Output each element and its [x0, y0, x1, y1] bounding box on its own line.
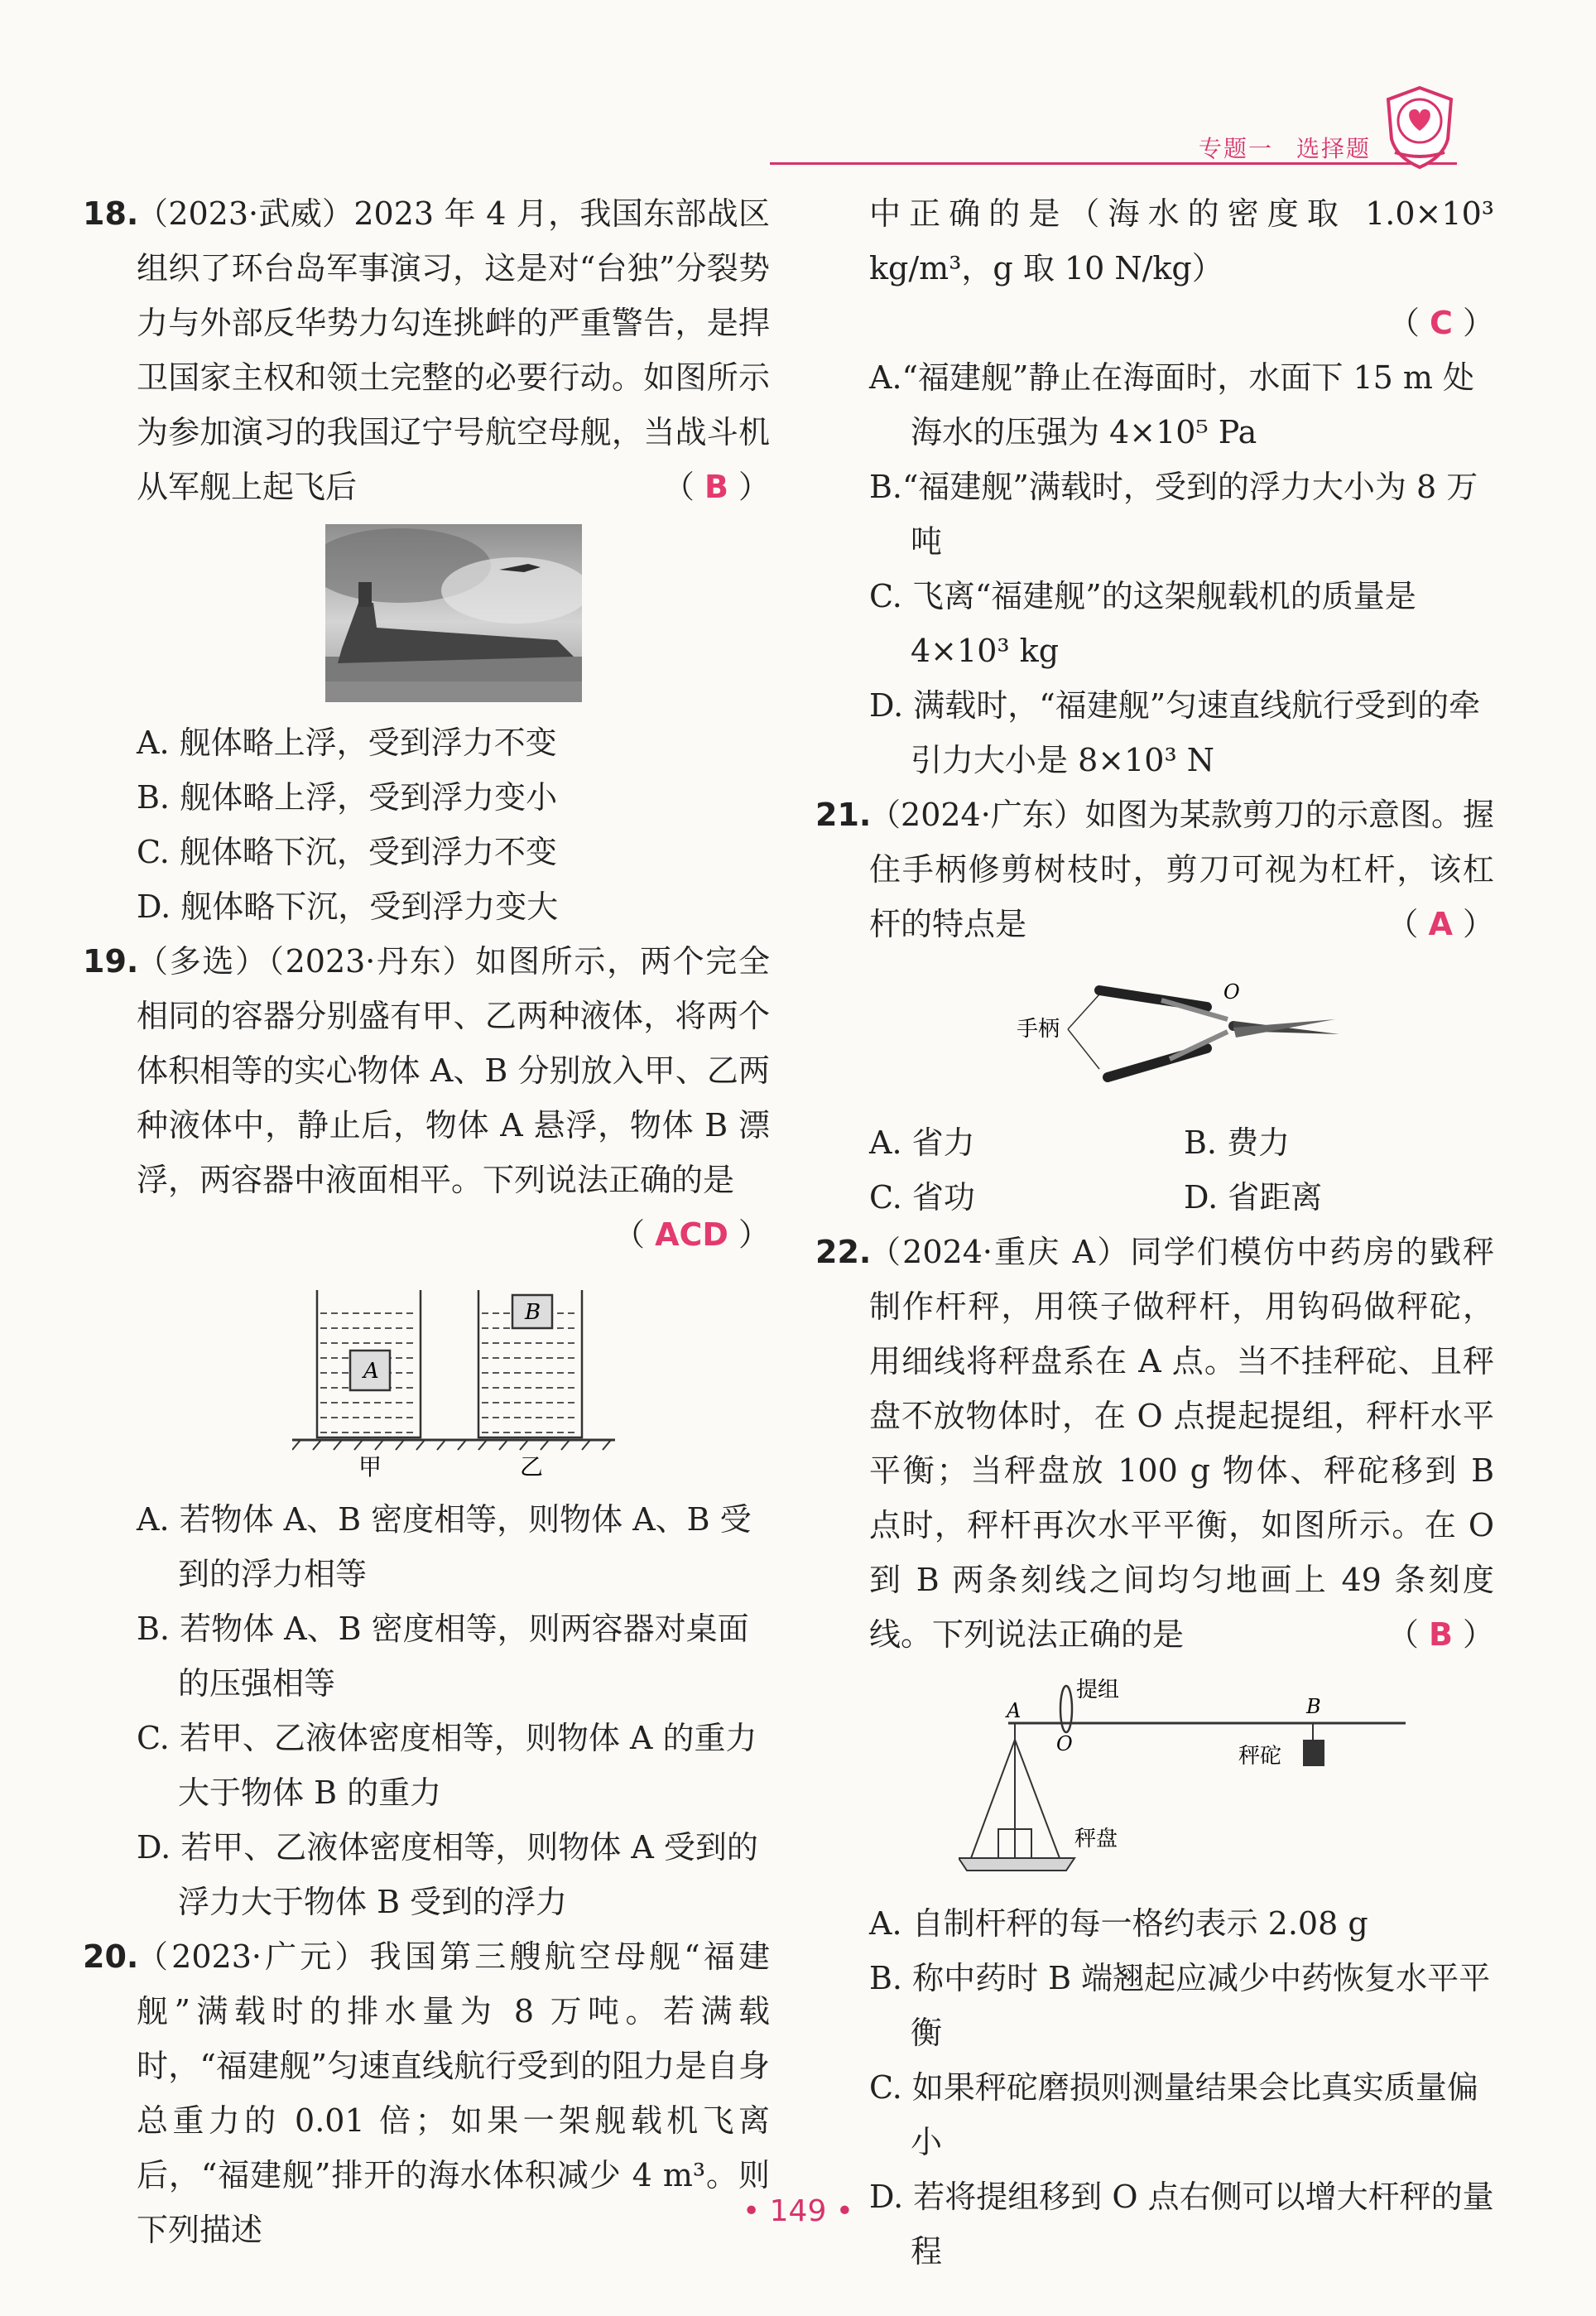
- label-chengpan: 秤盘: [1074, 1827, 1118, 1851]
- option: D. 满载时，“福建舰”匀速直线航行受到的牵引力大小是 8×10³ N: [869, 687, 1481, 778]
- label-a: A: [363, 1359, 379, 1384]
- label-b: B: [524, 1300, 541, 1325]
- question-stem: [869, 787, 1494, 951]
- label-a: A: [1006, 1699, 1021, 1722]
- lifting-cord: [1060, 1686, 1072, 1732]
- counterweight: [1303, 1740, 1324, 1766]
- question-stem-continued: [869, 186, 1494, 296]
- option: B. 费力: [1184, 1124, 1291, 1161]
- options-grid: [869, 1115, 1494, 1225]
- option: C. 飞离“福建舰”的这架舰载机的质量是 4×10³ kg: [869, 578, 1416, 669]
- stem-text: （2024·重庆 A）同学们模仿中药房的戥秤制作杆秤，用筷子做秤杆，用钩码做秤砣，用细线将秤盘系在 A 点。当不挂秤砣、且秤盘不放物体时，在 O 点提起提组，秤杆水平平衡；当秤盘放 100 g 物体、秤砣移到 B 点时，秤杆再次水平平衡，如图所示。在 O 到 B 两条刻线之间均匀地画上 49 条刻度线。下列说法正确的是: [869, 1234, 1494, 1653]
- label-tizu: 提组: [1075, 1678, 1119, 1702]
- question-number: 22.: [815, 1234, 872, 1270]
- option: A. 若物体 A、B 密度相等，则物体 A、B 受到的浮力相等: [137, 1501, 752, 1592]
- answer-value: C: [1430, 305, 1453, 341]
- question-stem: （2023·广元）我国第三艘航空母舰“福建舰”满载时的排水量为 8 万吨。若满载时，“福建舰”匀速直线航行受到的阻力是自身总重力的 0.01 倍；如果一架舰载机飞离后，“福建舰”排开的海水体积减少 4 m³。则下列描述: [137, 1938, 770, 2248]
- label-chengtuo: 秤砣: [1238, 1744, 1281, 1769]
- label-o: O: [1223, 980, 1240, 1004]
- publisher-logo-icon: [1378, 81, 1461, 172]
- stem-text: （2023·武威）2023 年 4 月，我国东部战区组织了环台岛军事演习，这是对“台独”分裂势力与外部反华势力勾连挑衅的严重警告，是捍卫国家主权和领土完整的必要行动。如图所示为参加演习的我国辽宁号航空母舰，当战斗机从军舰上起飞后: [137, 195, 770, 505]
- answer-badge: （ B ）: [662, 469, 770, 505]
- aircraft-carrier-photo: [325, 524, 582, 702]
- label-handle: 手柄: [1016, 1017, 1060, 1042]
- stem-text: 中正确的是（海水的密度取 1.0×10³ kg/m³，g 取 10 N/kg）: [869, 195, 1494, 286]
- stem-text: （2024·广东）如图为某款剪刀的示意图。握住手柄修剪树枝时，剪刀可视为杠杆，该杠杆的特点是: [869, 797, 1494, 942]
- answer-value: B: [704, 469, 728, 505]
- question-number: 19.: [83, 943, 139, 980]
- question-number: 18.: [83, 195, 139, 232]
- answer-badge: （ A ）: [1387, 906, 1494, 942]
- option: B. 若物体 A、B 密度相等，则两容器对桌面的压强相等: [137, 1611, 749, 1702]
- steelyard-figure: [959, 1672, 1406, 1883]
- option: B. 舰体略上浮，受到浮力变小: [137, 779, 558, 816]
- option: A.“福建舰”静止在海面时，水面下 15 m 处海水的压强为 4×10⁵ Pa: [869, 359, 1475, 450]
- shears-figure: [1017, 961, 1348, 1102]
- question-22: [815, 1225, 1494, 2279]
- page-number: • 149 •: [742, 2194, 854, 2228]
- option: B. 称中药时 B 端翘起应减少中药恢复水平平衡: [869, 1960, 1491, 2051]
- answer-value: B: [1428, 1616, 1453, 1653]
- label-yi: 乙: [519, 1453, 543, 1479]
- header-topic: 专题一: [1199, 135, 1274, 162]
- question-stem: [137, 186, 770, 514]
- answer-badge: （ ACD ）: [613, 1216, 770, 1253]
- label-o: O: [1055, 1732, 1073, 1755]
- right-column: [815, 186, 1494, 2279]
- question-19: [83, 934, 770, 1929]
- question-stem: [869, 1225, 1494, 1662]
- option: C. 如果秤砣磨损则测量结果会比真实质量偏小: [869, 2069, 1478, 2160]
- option: C. 若甲、乙液体密度相等，则物体 A 的重力大于物体 B 的重力: [137, 1720, 757, 1811]
- answer-value: ACD: [655, 1216, 728, 1253]
- option: D. 舰体略下沉，受到浮力变大: [137, 888, 559, 925]
- option: C. 省功: [869, 1179, 975, 1216]
- stem-text: （多选）（2023·丹东）如图所示，两个完全相同的容器分别盛有甲、乙两种液体，将两个体积相等的实心物体 A、B 分别放入甲、乙两种液体中，静止后，物体 A 悬浮，物体 B 漂浮，两容器中液面相平。下列说法正确的是: [137, 943, 770, 1198]
- question-number: 20.: [83, 1938, 139, 1975]
- page-header: [1199, 131, 1394, 164]
- question-21: [815, 787, 1494, 1225]
- scale-pan: [959, 1858, 1074, 1871]
- option: B.“福建舰”满载时，受到的浮力大小为 8 万吨: [869, 469, 1478, 560]
- label-jia: 甲: [358, 1453, 382, 1479]
- option: D. 省距离: [1184, 1179, 1323, 1216]
- answer-row: [869, 296, 1494, 350]
- answer-row: [137, 1207, 770, 1262]
- option: C. 舰体略下沉，受到浮力不变: [137, 834, 557, 870]
- option: A. 省力: [869, 1124, 975, 1161]
- option: D. 若将提组移到 O 点右侧可以增大杆秤的量程: [869, 2179, 1494, 2270]
- label-b: B: [1305, 1695, 1321, 1718]
- question-20-continued: [815, 186, 1494, 787]
- answer-value: A: [1428, 906, 1453, 942]
- option: A. 舰体略上浮，受到浮力不变: [137, 725, 557, 761]
- option: D. 若甲、乙液体密度相等，则物体 A 受到的浮力大于物体 B 受到的浮力: [137, 1829, 758, 1920]
- question-number: 21.: [815, 797, 872, 833]
- answer-badge: （ B ）: [1387, 1616, 1494, 1653]
- question-stem: [137, 934, 770, 1207]
- left-column: [83, 186, 770, 2257]
- header-rule: [770, 162, 1457, 165]
- header-section: 选择题: [1296, 135, 1372, 162]
- two-containers-figure: [292, 1272, 615, 1479]
- option: A. 自制杆秤的每一格约表示 2.08 g: [869, 1905, 1368, 1942]
- question-18: [83, 186, 770, 934]
- answer-badge: （ C ）: [1387, 305, 1494, 341]
